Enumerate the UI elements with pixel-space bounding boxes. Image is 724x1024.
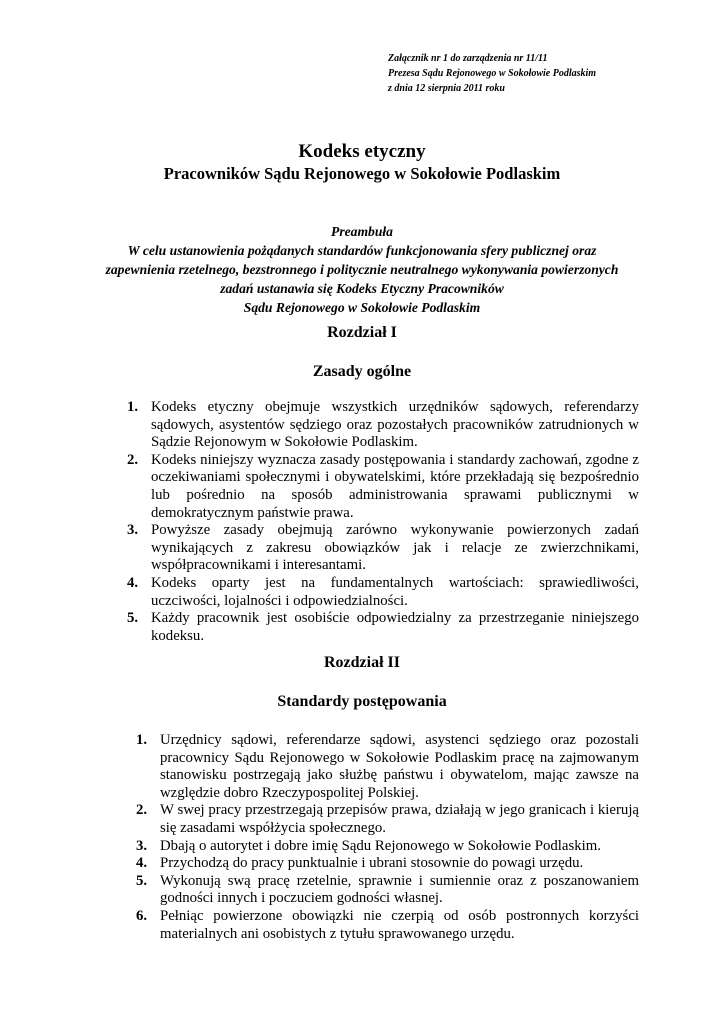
item-number: 5. xyxy=(136,872,148,889)
item-number: 4. xyxy=(127,574,139,591)
list-item xyxy=(127,610,639,645)
item-text: Pełniąc powierzone obowiązki nie czerpią od osób postronnych korzyści materialnych ani osobistych z tytułu sprawowanego urzędu. xyxy=(160,907,639,942)
item-text: W swej pracy przestrzegają przepisów prawa, działają w jego granicach i kierują się zasadami współżycia społecznego. xyxy=(160,802,639,836)
item-number: 1. xyxy=(136,732,148,748)
list-item xyxy=(136,855,639,873)
list-item xyxy=(127,451,639,522)
chapter-1-title: Zasady ogólne xyxy=(312,363,412,380)
item-text: Kodeks oparty jest na fundamentalnych wartościach: sprawiedliwości, uczciwości, lojalności i odpowiedzialności. xyxy=(151,574,639,609)
chapter-1-label: Rozdział I xyxy=(327,324,397,341)
item-number: 2. xyxy=(127,451,139,468)
item-number: 1. xyxy=(127,399,139,415)
item-number: 5. xyxy=(127,610,139,627)
annex-note xyxy=(388,51,596,96)
list-item xyxy=(136,802,639,837)
preamble-line: Sądu Rejonowego w Sokołowie Podlaskim xyxy=(243,300,481,315)
preamble-heading: Preambuła xyxy=(331,224,393,239)
item-number: 3. xyxy=(127,522,139,539)
list-item xyxy=(127,574,639,610)
item-text: Kodeks etyczny obejmuje wszystkich urzędników sądowych, referendarzy sądowych, asystentów sędziego oraz pozostałych pracowników zatrudnionych w Sądzie Rejonowym w Sokołowie Podlaskim. xyxy=(151,399,639,451)
document-subtitle: Pracowników Sądu Rejonowego w Sokołowie Podlaskim xyxy=(163,164,561,183)
item-text: Kodeks niniejszy wyznacza zasady postępowania i standardy zachowań, zgodne z oczekiwaniami społecznymi i obywatelskimi, które przekładają się bezpośrednio lub pośrednio na sposób administrowania sprawami publicznymi w demokratycznym państwie prawa. xyxy=(151,451,639,521)
preamble xyxy=(70,222,654,317)
item-text: Urzędnicy sądowi, referendarze sądowi, asystenci sędziego oraz pozostali pracownicy Sądu Rejonowego w Sokołowie Podlaskim pracę na zajmowanym stanowisku postrzegają jako służbę państwu i obywatelom, mając zawsze na względzie dobro Rzeczypospolitej Polskiej. xyxy=(160,732,639,801)
chapter-1-list xyxy=(127,399,639,645)
list-item xyxy=(127,522,639,575)
list-item xyxy=(136,907,639,943)
item-number: 6. xyxy=(136,907,148,924)
annex-line: z dnia 12 sierpnia 2011 roku xyxy=(388,83,505,94)
preamble-line: zadań ustanawia się Kodeks Etyczny Pracowników xyxy=(220,281,504,296)
document-title: Kodeks etyczny xyxy=(298,141,426,162)
chapter-2-list xyxy=(136,732,639,943)
list-item xyxy=(136,872,639,908)
item-text: Wykonują swą pracę rzetelnie, sprawnie i sumiennie oraz z poszanowaniem godności innych i poczuciem godności własnej. xyxy=(160,872,639,907)
item-text: Każdy pracownik jest osobiście odpowiedzialny za przestrzeganie niniejszego kodeksu. xyxy=(151,610,639,644)
item-number: 4. xyxy=(136,855,148,872)
list-item xyxy=(127,399,639,452)
item-number: 3. xyxy=(136,837,148,854)
item-text: Powyższe zasady obejmują zarówno wykonywanie powierzonych zadań wynikających z zakresu obowiązków jak i relacje ze zwierzchnikami, współpracownikami i interesantami. xyxy=(151,522,639,574)
chapter-2-title: Standardy postępowania xyxy=(277,693,447,710)
preamble-line: W celu ustanowienia pożądanych standardów funkcjonowania sfery publicznej oraz xyxy=(127,243,597,258)
item-text: Przychodzą do pracy punktualnie i ubrani stosownie do powagi urzędu. xyxy=(160,855,584,872)
item-text: Dbają o autorytet i dobre imię Sądu Rejonowego w Sokołowie Podlaskim. xyxy=(160,837,601,854)
annex-line: Załącznik nr 1 do zarządzenia nr 11/11 xyxy=(388,53,548,64)
chapter-2-label: Rozdział II xyxy=(324,654,400,671)
annex-line: Prezesa Sądu Rejonowego w Sokołowie Podlaskim xyxy=(388,68,597,79)
list-item xyxy=(136,837,639,856)
preamble-line: zapewnienia rzetelnego, bezstronnego i politycznie neutralnego wykonywania powierzonych xyxy=(105,262,619,277)
item-number: 2. xyxy=(136,802,148,819)
list-item xyxy=(136,732,639,802)
